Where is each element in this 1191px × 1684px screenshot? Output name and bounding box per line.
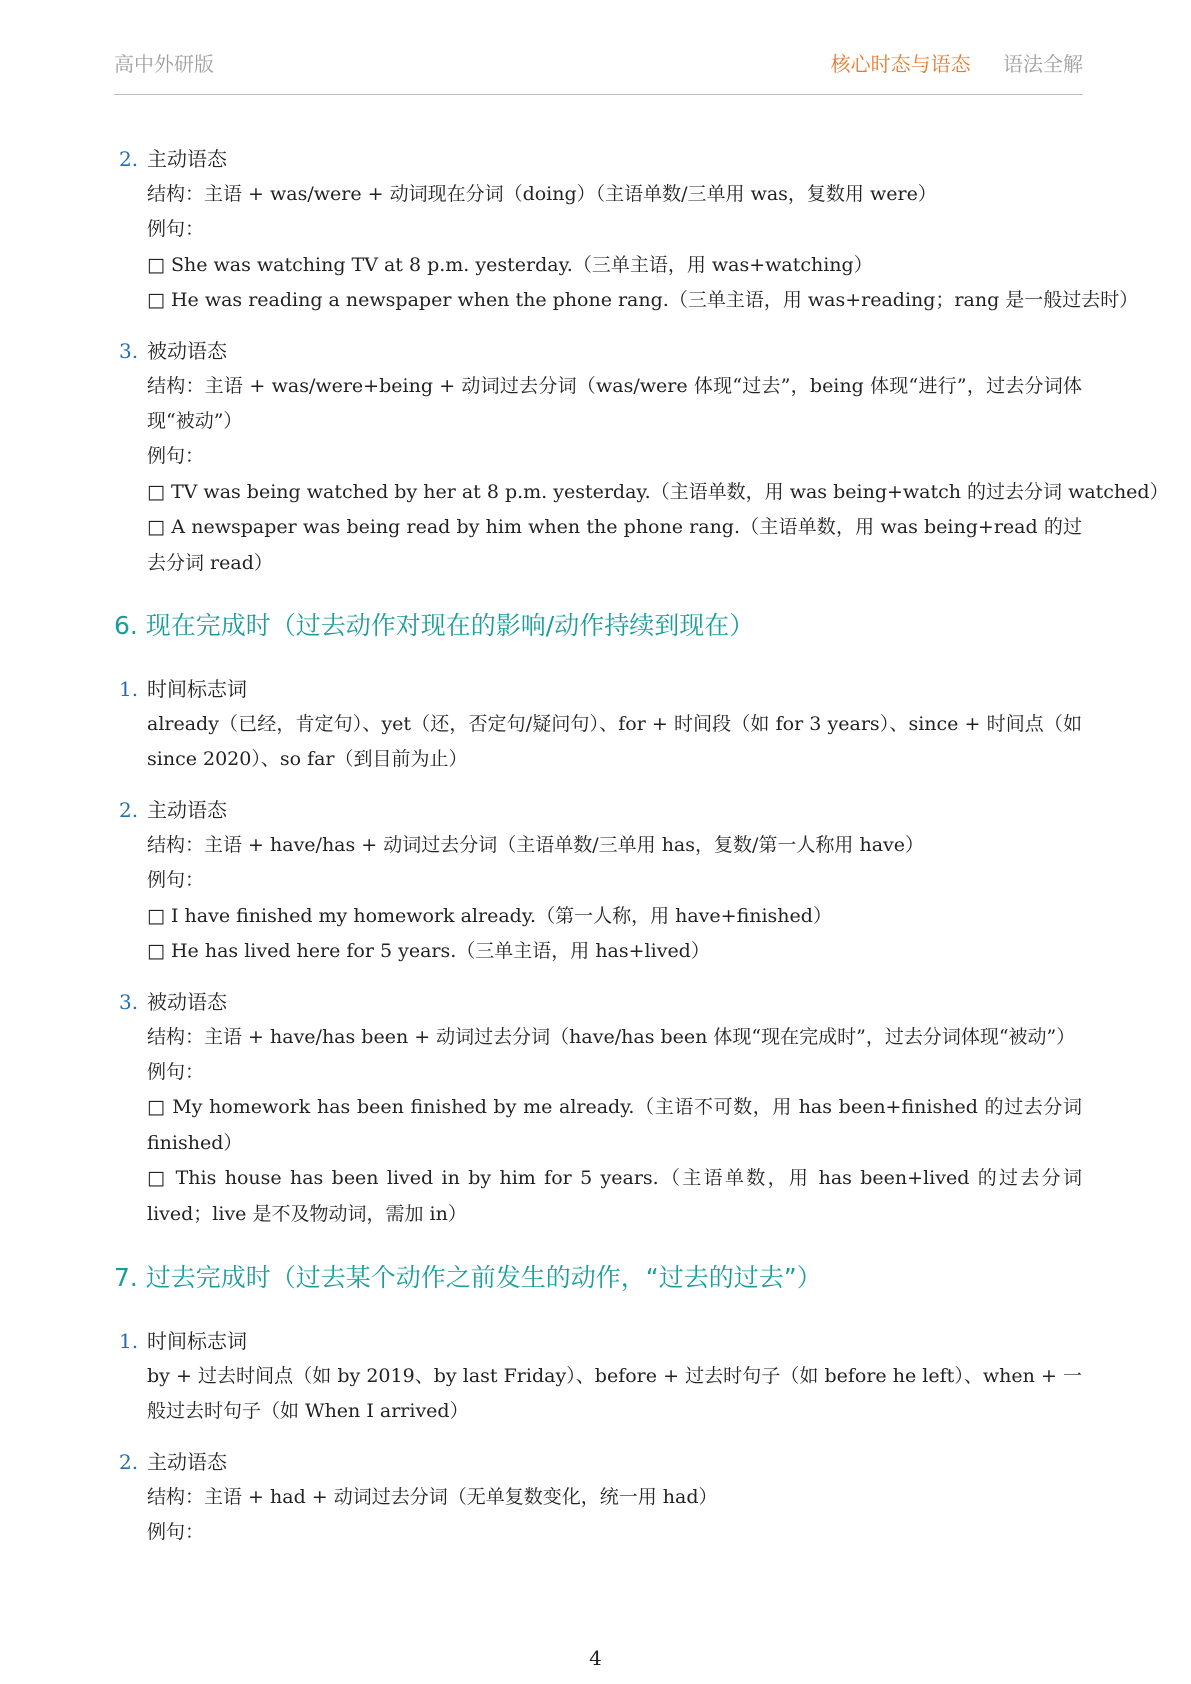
- text-line: 例句：: [147, 869, 205, 892]
- chapter-title: 核心时态与语态: [830, 52, 971, 76]
- text-line: 结构：主语 + was/were+being + 动词过去分词（was/were 体现“过去”，being 体现“进行”，过去分词体现“被动”）: [147, 374, 1082, 433]
- item-number: 1.: [119, 1328, 139, 1353]
- item-label: 主动语态: [147, 147, 227, 171]
- list-item: [114, 142, 1139, 319]
- item-title: [114, 1445, 1082, 1480]
- list-item: [114, 1445, 1082, 1551]
- example-sentence: □ TV was being watched by her at 8 p.m. yesterday.（主语单数，用 was being+watch 的过去分词 watched）: [147, 480, 1169, 503]
- text-line: 例句：: [147, 218, 205, 241]
- page-content: [114, 142, 1169, 1566]
- item-title: [114, 985, 1082, 1020]
- item-number: 2.: [119, 147, 139, 171]
- item-label: 主动语态: [147, 1449, 227, 1474]
- item-label: 时间标志词: [147, 1328, 247, 1353]
- example-sentence: □ A newspaper was being read by him when the phone rang.（主语单数，用 was being+read 的过去分词 read）: [147, 516, 1082, 574]
- book-title: 高中外研版: [114, 52, 214, 76]
- item-label: 时间标志词: [147, 677, 247, 702]
- item-number: 2.: [119, 797, 139, 822]
- text-line: 例句：: [147, 1521, 205, 1544]
- item-label: 被动语态: [147, 338, 227, 363]
- text-line: 结构：主语 + was/were + 动词现在分词（doing）（主语单数/三单用 was，复数用 were）: [147, 183, 937, 205]
- item-title: [114, 672, 1082, 707]
- page-number: 4: [589, 1646, 602, 1670]
- series-title: 语法全解: [1003, 52, 1083, 76]
- item-title: [114, 142, 1082, 177]
- list-item: [114, 334, 1169, 581]
- header-right: [831, 48, 1083, 77]
- page-header: [114, 44, 1083, 95]
- example-sentence: □ He was reading a newspaper when the phone rang.（三单主语，用 was+reading；rang 是一般过去时）: [147, 289, 1139, 312]
- example-sentence: □ This house has been lived in by him for 5 years.（主语单数，用 has been+lived 的过去分词 lived；live 是不及物动词，需加 in）: [147, 1167, 1082, 1225]
- list-item: [114, 985, 1082, 1232]
- item-title: [114, 1324, 1082, 1359]
- text-line: 结构：主语 + have/has + 动词过去分词（主语单数/三单用 has，复数/第一人称用 have）: [147, 833, 924, 856]
- item-title: [114, 793, 1082, 828]
- item-number: 3.: [119, 338, 139, 363]
- example-sentence: □ I have finished my homework already.（第一人称，用 have+finished）: [147, 904, 832, 927]
- text-line: 例句：: [147, 1060, 205, 1083]
- example-sentence: □ She was watching TV at 8 p.m. yesterday.（三单主语，用 was+watching）: [147, 253, 873, 276]
- section-heading: 7. 过去完成时（过去某个动作之前发生的动作，“过去的过去”）: [114, 1262, 822, 1292]
- text-line: 结构：主语 + had + 动词过去分词（无单复数变化，统一用 had）: [147, 1485, 718, 1508]
- list-item: [114, 1324, 1082, 1430]
- text-line: by + 过去时间点（如 by 2019、by last Friday）、before + 过去时句子（如 before he left）、when + 一般过去时句子（如 When I arrived）: [147, 1364, 1082, 1423]
- text-line: already（已经，肯定句）、yet（还，否定句/疑问句）、for + 时间段（如 for 3 years）、since + 时间点（如 since 2020）、so far（到目前为止）: [147, 713, 1082, 771]
- item-number: 1.: [119, 677, 139, 702]
- section-heading: 6. 现在完成时（过去动作对现在的影响/动作持续到现在）: [114, 611, 755, 641]
- item-number: 3.: [119, 989, 139, 1014]
- item-label: 被动语态: [147, 989, 227, 1014]
- example-sentence: □ He has lived here for 5 years.（三单主语，用 has+lived）: [147, 940, 710, 963]
- list-item: [114, 793, 1082, 970]
- item-label: 主动语态: [147, 797, 227, 822]
- text-line: 结构：主语 + have/has been + 动词过去分词（have/has been 体现“现在完成时”，过去分词体现“被动”）: [147, 1025, 1076, 1048]
- list-item: [114, 672, 1082, 778]
- item-title: [114, 334, 1082, 369]
- text-line: 例句：: [147, 445, 205, 468]
- example-sentence: □ My homework has been finished by me already.（主语不可数，用 has been+finished 的过去分词 finished）: [147, 1096, 1082, 1154]
- item-number: 2.: [119, 1449, 139, 1474]
